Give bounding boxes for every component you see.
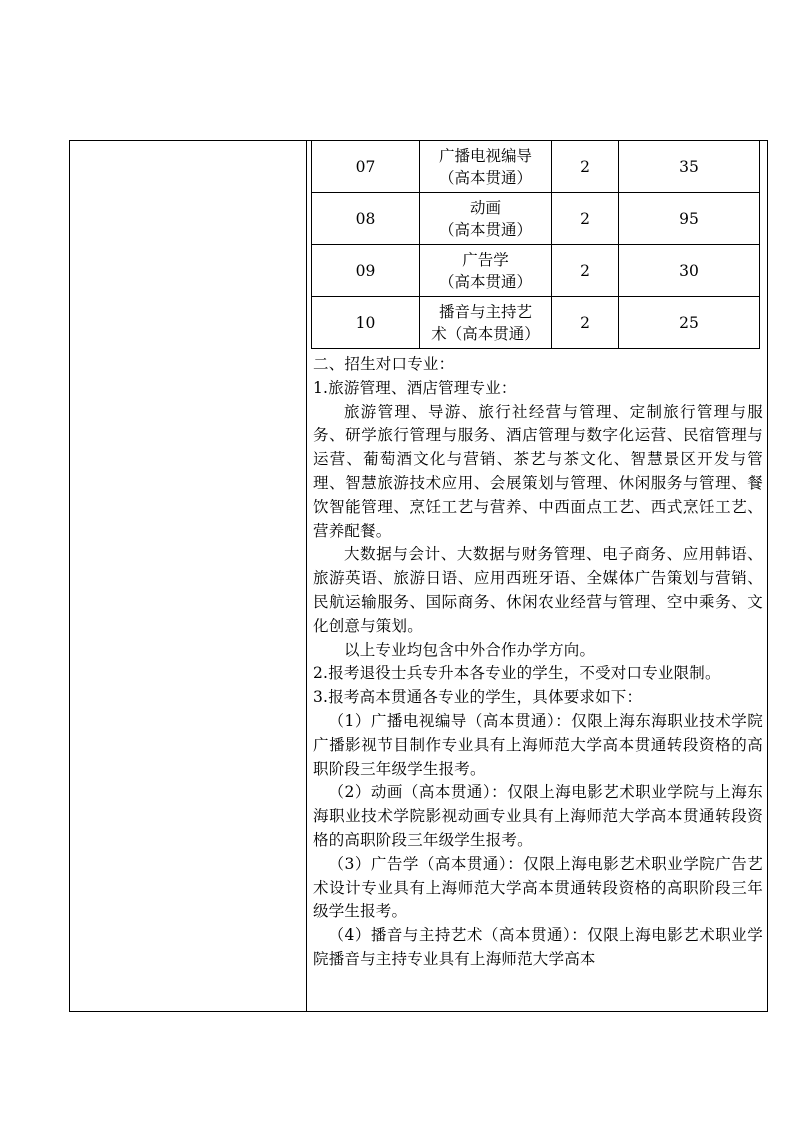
table-row bbox=[312, 141, 760, 193]
table-row bbox=[312, 193, 760, 245]
major-code: 10 bbox=[312, 297, 420, 349]
major-plan: 30 bbox=[619, 245, 760, 297]
major-name: 广播电视编导 （高本贯通） bbox=[420, 141, 552, 193]
item1-title: 1.旅游管理、酒店管理专业： bbox=[313, 378, 517, 397]
major-name: 播音与主持艺 术（高本贯通） bbox=[420, 297, 552, 349]
item3-subitem: （1）广播电视编导（高本贯通）：仅限上海东海职业技术学院广播影视节目制作专业具有上海师范大学高本贯通转段资格的高职阶段三年级学生报考。 bbox=[313, 711, 763, 778]
major-years: 2 bbox=[552, 297, 619, 349]
item3-subitem: （3）广告学（高本贯通）：仅限上海电影艺术职业学院广告艺术设计专业具有上海师范大学高本贯通转段资格的高职阶段三年级学生报考。 bbox=[313, 854, 763, 921]
major-plan-table bbox=[311, 140, 760, 349]
table-row bbox=[312, 245, 760, 297]
admission-requirements-text bbox=[313, 353, 763, 972]
item3-title: 3.报考高本贯通各专业的学生，具体要求如下： bbox=[313, 688, 643, 707]
table-row bbox=[312, 297, 760, 349]
item3-subitem: （2）动画（高本贯通）：仅限上海电影艺术职业学院与上海东海职业技术学院影视动画专业具有上海师范大学高本贯通转段资格的高职阶段三年级学生报考。 bbox=[313, 783, 763, 849]
major-plan: 25 bbox=[619, 297, 760, 349]
item1-paragraph: 以上专业均包含中外合作办学方向。 bbox=[344, 640, 596, 659]
item2-text: 2.报考退役士兵专升本各专业的学生，不受对口专业限制。 bbox=[313, 664, 721, 683]
major-code: 09 bbox=[312, 245, 420, 297]
major-years: 2 bbox=[552, 245, 619, 297]
major-name: 动画 （高本贯通） bbox=[420, 193, 552, 245]
item1-paragraph: 旅游管理、导游、旅行社经营与管理、定制旅行管理与服务、研学旅行管理与服务、酒店管理与数字化运营、民宿管理与运营、葡萄酒文化与营销、茶艺与茶文化、智慧景区开发与管理、智慧旅游技术应用、会展策划与管理、休闲服务与管理、餐饮智能管理、烹饪工艺与营养、中西面点工艺、西式烹饪工艺、营养配餐。 bbox=[313, 402, 763, 540]
major-plan: 95 bbox=[619, 193, 760, 245]
item1-paragraph: 大数据与会计、大数据与财务管理、电子商务、应用韩语、旅游英语、旅游日语、应用西班牙语、全媒体广告策划与营销、民航运输服务、国际商务、休闲农业经营与管理、空中乘务、文化创意与策划。 bbox=[313, 545, 763, 635]
section-heading: 二、招生对口专业： bbox=[313, 355, 455, 373]
major-plan: 35 bbox=[619, 141, 760, 193]
major-name: 广告学 （高本贯通） bbox=[420, 245, 552, 297]
major-code: 07 bbox=[312, 141, 420, 193]
outer-column-divider bbox=[306, 140, 307, 1012]
major-years: 2 bbox=[552, 141, 619, 193]
major-years: 2 bbox=[552, 193, 619, 245]
item3-subitem: （4）播音与主持艺术（高本贯通）：仅限上海电影艺术职业学院播音与主持专业具有上海师范大学高本 bbox=[313, 926, 763, 968]
major-code: 08 bbox=[312, 193, 420, 245]
